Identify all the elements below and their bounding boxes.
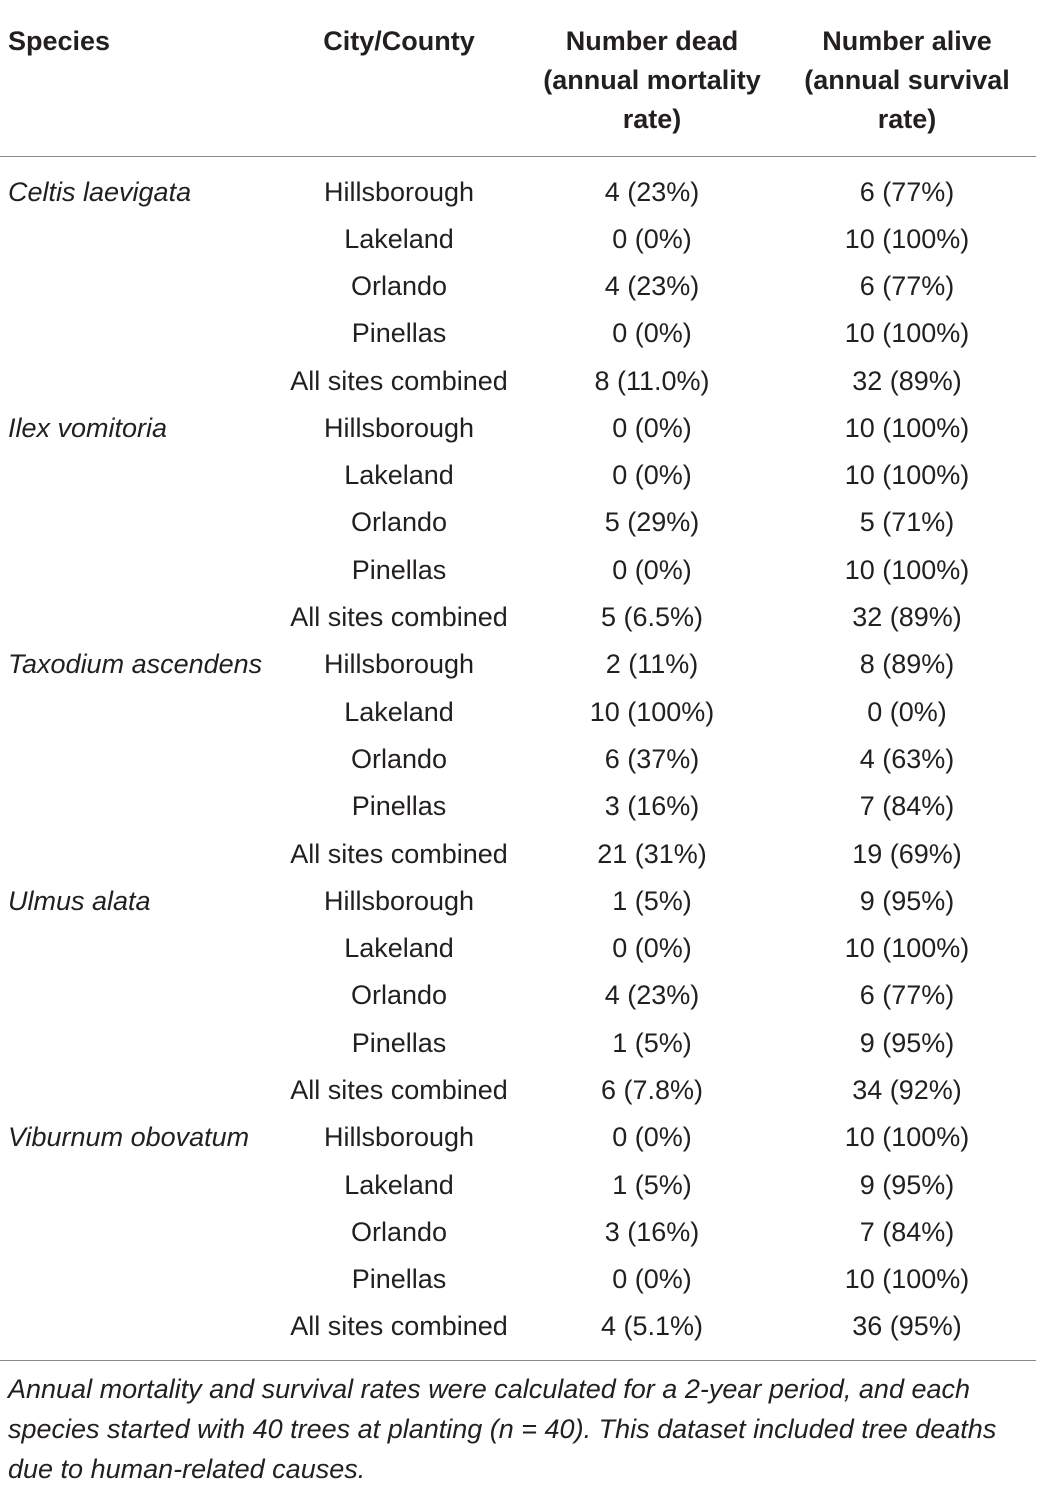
- cell-alive: 32 (89%): [852, 602, 962, 633]
- table-row: [0, 878, 1036, 925]
- table-row: [0, 156, 1036, 216]
- cell-city: All sites combined: [290, 365, 508, 396]
- cell-species: [0, 925, 272, 972]
- cell-alive: 10 (100%): [844, 1264, 970, 1295]
- table-row: [0, 452, 1036, 499]
- cell-species: [0, 1256, 272, 1303]
- table-row: [0, 357, 1036, 404]
- header-species: Species: [8, 26, 111, 56]
- cell-dead: 1 (5%): [612, 1027, 692, 1058]
- cell-dead: 8 (11.0%): [594, 365, 710, 396]
- table-row: [0, 310, 1036, 357]
- table-body: [0, 156, 1036, 1361]
- cell-species: [0, 357, 272, 404]
- table-footnote: Annual mortality and survival rates were calculated for a 2-year period, and each species started with 40 trees at planting (n = 40). This dataset included tree deaths due to human-related causes.: [8, 1374, 997, 1484]
- cell-alive: 19 (69%): [852, 838, 962, 869]
- cell-species: [0, 688, 272, 735]
- cell-species: [0, 594, 272, 641]
- cell-dead: 6 (37%): [604, 743, 700, 774]
- cell-city: Lakeland: [344, 696, 454, 727]
- cell-alive: 4 (63%): [859, 743, 955, 774]
- cell-alive: 6 (77%): [859, 980, 955, 1011]
- table-row: [0, 972, 1036, 1019]
- cell-alive: 10 (100%): [844, 933, 970, 964]
- cell-alive: 10 (100%): [844, 1122, 970, 1153]
- cell-species: [0, 783, 272, 830]
- table-row: [0, 1161, 1036, 1208]
- cell-city: Pinellas: [351, 1027, 447, 1058]
- cell-alive: 10 (100%): [844, 412, 970, 443]
- cell-city: All sites combined: [290, 602, 508, 633]
- header-city: City/County: [323, 26, 475, 56]
- cell-city: Lakeland: [344, 460, 454, 491]
- cell-dead: 0 (0%): [612, 412, 692, 443]
- cell-species: [0, 1161, 272, 1208]
- cell-city: Orlando: [350, 743, 448, 774]
- table-row: [0, 1020, 1036, 1067]
- cell-alive: 7 (84%): [859, 1216, 955, 1247]
- cell-alive: 10 (100%): [844, 223, 970, 254]
- cell-dead: 3 (16%): [604, 791, 700, 822]
- cell-city: Pinellas: [351, 1264, 447, 1295]
- cell-species: [0, 547, 272, 594]
- cell-dead: 1 (5%): [612, 885, 692, 916]
- cell-dead: 3 (16%): [604, 1216, 700, 1247]
- cell-city: All sites combined: [290, 1074, 508, 1105]
- cell-dead: 0 (0%): [612, 554, 692, 585]
- cell-city: Lakeland: [344, 1169, 454, 1200]
- cell-species: [0, 830, 272, 877]
- cell-species: [0, 736, 272, 783]
- cell-alive: 6 (77%): [859, 176, 955, 207]
- table-row: [0, 736, 1036, 783]
- cell-city: Orlando: [350, 270, 448, 301]
- cell-dead: 5 (6.5%): [600, 602, 704, 633]
- table-row: [0, 641, 1036, 688]
- cell-city: Orlando: [350, 507, 448, 538]
- cell-alive: 8 (89%): [859, 649, 955, 680]
- cell-city: Hillsborough: [323, 176, 475, 207]
- cell-city: Lakeland: [344, 933, 454, 964]
- cell-alive: 36 (95%): [852, 1311, 962, 1342]
- cell-species: [0, 1303, 272, 1361]
- cell-dead: 4 (5.1%): [600, 1311, 704, 1342]
- table-row: [0, 688, 1036, 735]
- cell-dead: 6 (7.8%): [600, 1074, 704, 1105]
- header-alive: Number alive (annual survival rate): [804, 26, 1010, 134]
- cell-city: Hillsborough: [323, 649, 475, 680]
- cell-alive: 9 (95%): [859, 1169, 955, 1200]
- cell-species: [0, 310, 272, 357]
- cell-species: [0, 499, 272, 546]
- cell-city: Hillsborough: [323, 412, 475, 443]
- cell-species: Taxodium ascendens: [8, 649, 263, 680]
- header-dead: Number dead (annual mortality rate): [543, 26, 761, 134]
- cell-city: Lakeland: [344, 223, 454, 254]
- cell-alive: 5 (71%): [859, 507, 955, 538]
- cell-species: Ulmus alata: [8, 885, 151, 916]
- cell-alive: 7 (84%): [859, 791, 955, 822]
- table-row: [0, 1303, 1036, 1361]
- table-row: [0, 547, 1036, 594]
- cell-dead: 0 (0%): [612, 318, 692, 349]
- cell-dead: 0 (0%): [612, 1264, 692, 1295]
- cell-alive: 6 (77%): [859, 270, 955, 301]
- cell-dead: 10 (100%): [589, 696, 715, 727]
- table-row: [0, 830, 1036, 877]
- cell-dead: 4 (23%): [604, 270, 700, 301]
- cell-city: Hillsborough: [323, 1122, 475, 1153]
- table-row: [0, 925, 1036, 972]
- cell-alive: 10 (100%): [844, 554, 970, 585]
- cell-species: [0, 1020, 272, 1067]
- cell-species: [0, 1209, 272, 1256]
- cell-city: Orlando: [350, 980, 448, 1011]
- table-row: [0, 216, 1036, 263]
- cell-species: Ilex vomitoria: [8, 412, 168, 443]
- table-row: [0, 783, 1036, 830]
- cell-alive: 9 (95%): [859, 1027, 955, 1058]
- cell-dead: 1 (5%): [612, 1169, 692, 1200]
- table-row: [0, 263, 1036, 310]
- cell-dead: 0 (0%): [612, 460, 692, 491]
- cell-alive: 34 (92%): [852, 1074, 962, 1105]
- cell-dead: 4 (23%): [604, 980, 700, 1011]
- cell-species: [0, 1067, 272, 1114]
- table-row: [0, 499, 1036, 546]
- cell-alive: 32 (89%): [852, 365, 962, 396]
- cell-species: [0, 972, 272, 1019]
- cell-city: All sites combined: [290, 838, 508, 869]
- cell-species: Celtis laevigata: [8, 176, 192, 207]
- cell-city: Hillsborough: [323, 885, 475, 916]
- cell-alive: 9 (95%): [859, 885, 955, 916]
- cell-city: All sites combined: [290, 1311, 508, 1342]
- cell-species: [0, 263, 272, 310]
- table-row: [0, 405, 1036, 452]
- cell-species: Viburnum obovatum: [8, 1122, 250, 1153]
- cell-alive: 0 (0%): [867, 696, 947, 727]
- cell-dead: 5 (29%): [604, 507, 700, 538]
- cell-alive: 10 (100%): [844, 460, 970, 491]
- cell-dead: 0 (0%): [612, 223, 692, 254]
- cell-dead: 2 (11%): [605, 649, 699, 680]
- table-row: [0, 1114, 1036, 1161]
- cell-species: [0, 452, 272, 499]
- cell-species: [0, 216, 272, 263]
- cell-city: Pinellas: [351, 791, 447, 822]
- cell-city: Pinellas: [351, 318, 447, 349]
- cell-dead: 0 (0%): [612, 1122, 692, 1153]
- table-row: [0, 1067, 1036, 1114]
- cell-city: Orlando: [350, 1216, 448, 1247]
- cell-city: Pinellas: [351, 554, 447, 585]
- cell-dead: 4 (23%): [604, 176, 700, 207]
- cell-alive: 10 (100%): [844, 318, 970, 349]
- cell-dead: 0 (0%): [612, 933, 692, 964]
- table-row: [0, 594, 1036, 641]
- table-row: [0, 1209, 1036, 1256]
- cell-dead: 21 (31%): [597, 838, 707, 869]
- table-header-row: [0, 0, 1036, 156]
- table-row: [0, 1256, 1036, 1303]
